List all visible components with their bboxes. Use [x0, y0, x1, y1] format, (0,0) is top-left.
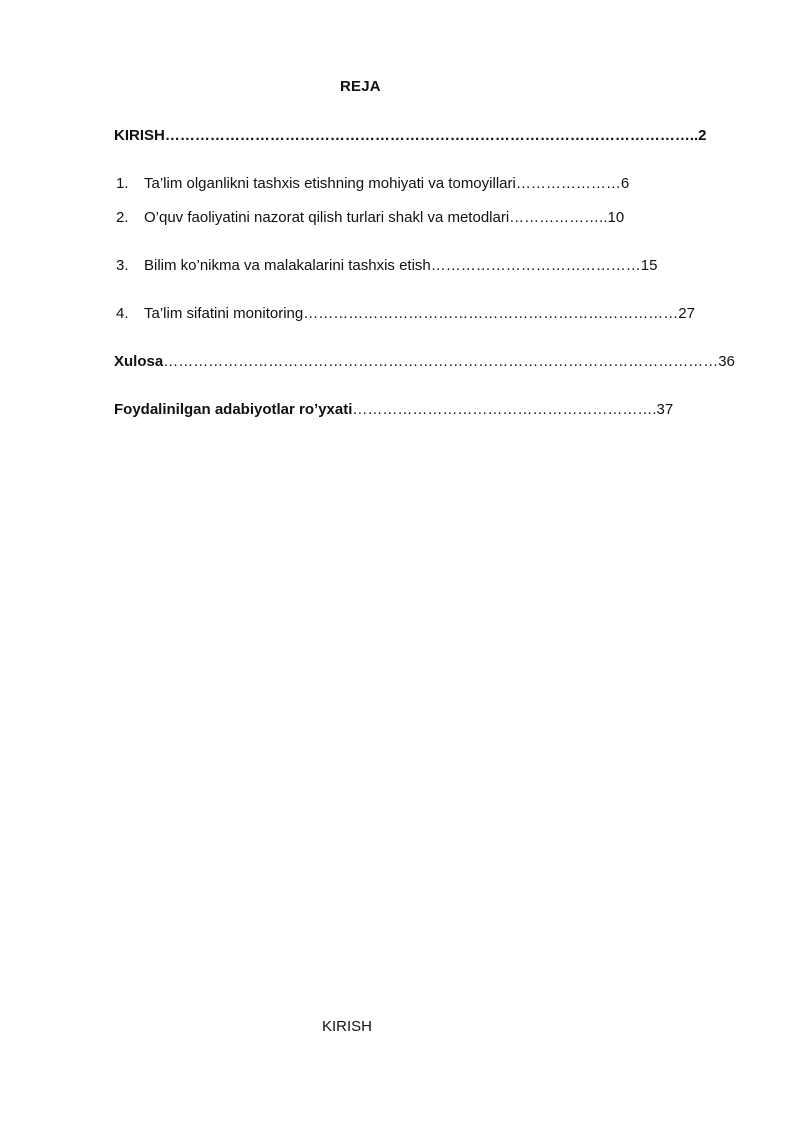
toc-item-number: 2. — [116, 209, 129, 226]
toc-item-text: O’quv faoliyatini nazorat qilish turlari shakl va metodlari………………..10 — [144, 209, 625, 226]
toc-conclusion-leader: …………………………………………………………………………………………………36 — [163, 353, 735, 370]
toc-item-number: 3. — [116, 257, 129, 274]
section-heading-intro: KIRISH — [322, 1018, 373, 1035]
toc-item-text: Bilim ko’nikma va malakalarini tashxis etish……………………………………15 — [144, 257, 658, 274]
toc-references — [114, 400, 673, 420]
toc-conclusion — [114, 352, 735, 372]
toc-item-4 — [116, 304, 695, 324]
toc-item-text: Ta’lim olganlikni tashxis etishning mohiyati va tomoyillari…………………6 — [144, 175, 630, 192]
toc-item-2 — [116, 208, 624, 228]
toc-conclusion-label: Xulosa — [114, 353, 164, 370]
toc-item-number: 4. — [116, 305, 129, 322]
toc-item-number: 1. — [116, 175, 129, 192]
toc-references-leader: …………………………………………………….37 — [352, 401, 674, 418]
toc-item-1 — [116, 174, 629, 194]
toc-intro: KIRISH……………………………………………………………………………………………..2 — [114, 127, 707, 144]
toc-references-label: Foydalinilgan adabiyotlar ro’yxati — [114, 401, 353, 418]
toc-item-text: Ta’lim sifatini monitoring…………………………………………………………………27 — [144, 305, 695, 322]
toc-item-3 — [116, 256, 657, 276]
page-title: REJA — [340, 78, 381, 95]
